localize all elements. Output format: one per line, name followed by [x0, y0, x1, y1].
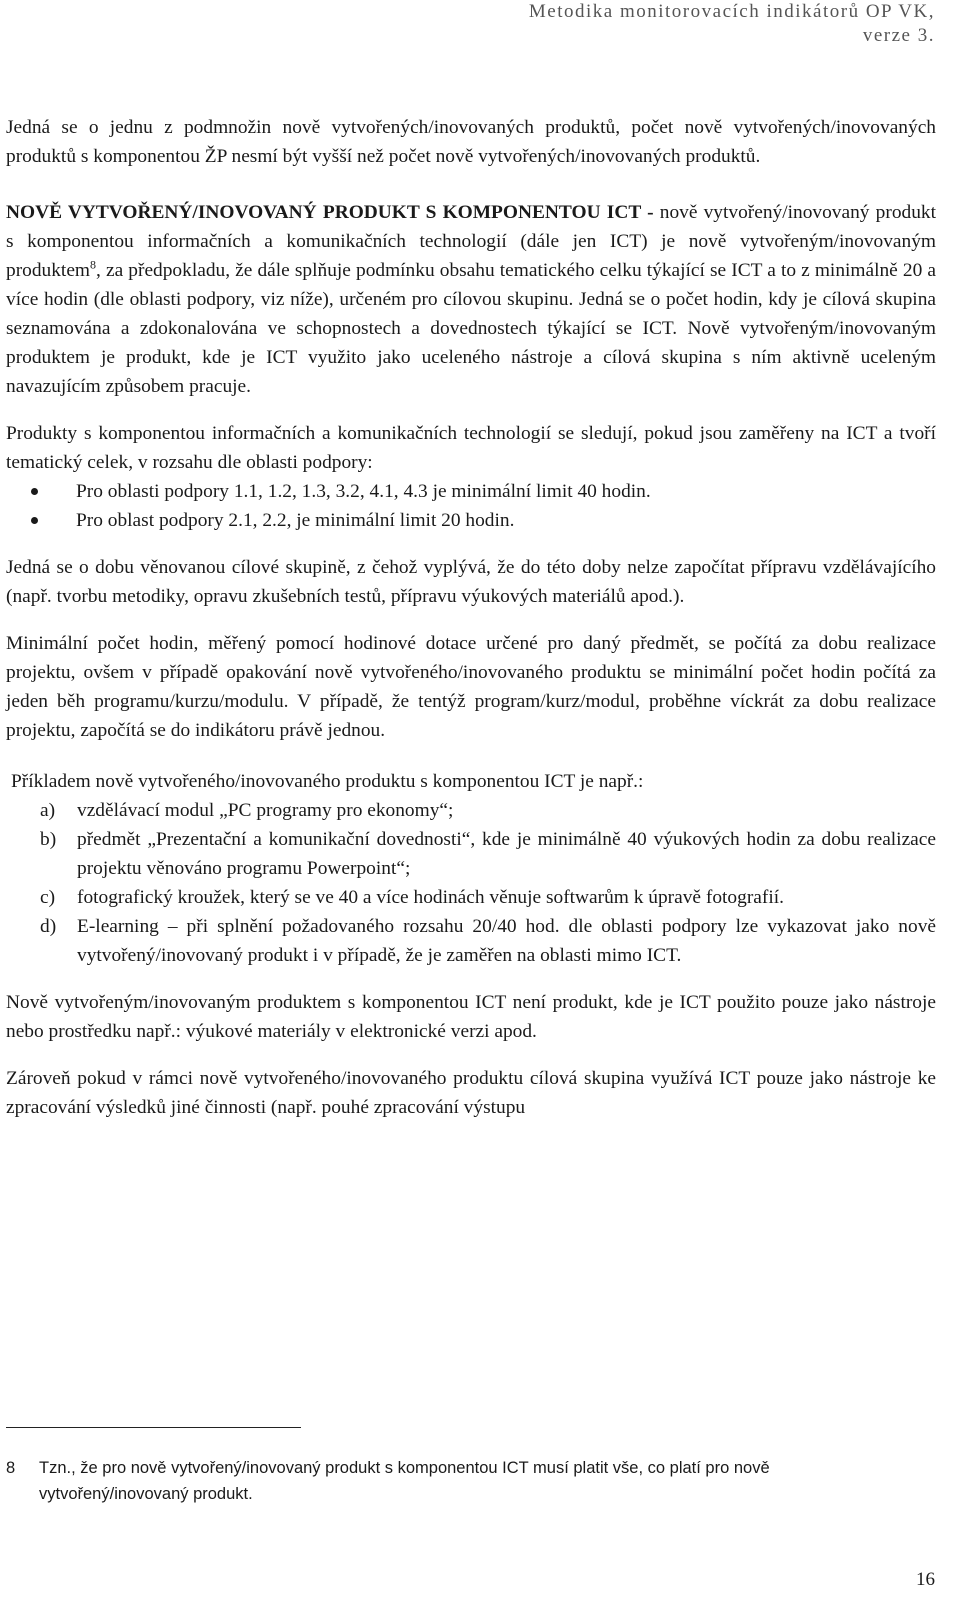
page-number: 16	[916, 1569, 935, 1590]
bullet-list-limits	[6, 477, 936, 535]
list-item-text: předmět „Prezentační a komunikační dovednosti“, kde je minimálně 40 výukových hodin za dobu realizace projektu věnováno programu Powerpoint“;	[77, 829, 936, 879]
running-header	[415, 0, 935, 48]
bullet-icon	[31, 517, 38, 524]
footnote-line-1	[6, 1455, 936, 1481]
paragraph-examples-intro: Příkladem nově vytvořeného/inovovaného produktu s komponentou ICT je např.:	[11, 771, 644, 792]
paragraph-time-note: Jedná se o dobu věnovanou cílové skupině, z čehož vyplývá, že do této doby nelze započítat přípravu vzdělávajícího (např. tvorbu metodiky, opravu zkušebních testů, přípravu výukových materiálů apod.).	[6, 557, 936, 607]
definition-term: NOVĚ VYTVOŘENÝ/INOVOVANÝ PRODUKT S KOMPONENTOU ICT -	[6, 202, 654, 223]
paragraph-not-ict: Nově vytvořeným/inovovaným produktem s komponentou ICT není produkt, kde je ICT použito pouze jako nástroje nebo prostředku např.: výukové materiály v elektronické verzi apod.	[6, 992, 936, 1042]
definition-text-b: , za předpokladu, že dále splňuje podmínku obsahu tematického celku týkající se ICT a to z minimálně 20 a více hodin (dle oblasti podpory, viz níže), určeném pro cílovou skupinu. Jedná se o počet hodin, kdy je cílová skupina seznamována a zdokonalována ve schopnostech a dovednostech týkající se ICT. Nově vytvořeným/inovovaným produktem je produkt, kde je ICT využito jako uceleného nástroje a cílová skupina s ním aktivně uceleným navazujícím způsobem pracuje.	[6, 260, 936, 397]
examples-list	[6, 796, 936, 970]
paragraph-minimum-hours: Minimální počet hodin, měřený pomocí hodinové dotace určené pro daný předmět, se počítá za dobu realizace projektu, ovšem v případě opakování nově vytvořeného/inovovaného produktu se minimální počet hodin počítá za jeden běh programu/kurzu/modulu. V případě, že tentýž program/kurz/modul, proběhne víckrát za dobu realizace projektu, započítá se do indikátoru právě jednou.	[6, 633, 936, 741]
list-item-text: Pro oblasti podpory 1.1, 1.2, 1.3, 3.2, 4.1, 4.3 je minimální limit 40 hodin.	[76, 481, 651, 502]
list-item-label: c)	[40, 887, 56, 908]
bullet-icon	[31, 488, 38, 495]
paragraph-ict-products: Produkty s komponentou informačních a komunikačních technologií se sledují, pokud jsou zaměřeny na ICT a tvoří tematický celek, v rozsahu dle oblasti podpory:	[6, 423, 936, 473]
list-item-text: fotografický kroužek, který se ve 40 a více hodinách věnuje softwarům k úpravě fotografií.	[77, 887, 784, 908]
list-item-label: b)	[40, 829, 57, 850]
list-item-text: E-learning – při splnění požadovaného rozsahu 20/40 hod. dle oblasti podpory lze vykazovat jako nově vytvořený/inovovaný produkt i v případě, že je zaměřen na oblasti mimo ICT.	[77, 916, 936, 966]
header-line-2: verze 3.	[862, 25, 935, 46]
list-item-label: a)	[40, 800, 56, 821]
footnote	[6, 1455, 936, 1507]
list-item	[6, 477, 936, 506]
footnote-number: 8	[6, 1459, 16, 1477]
body-text	[6, 113, 936, 1122]
paragraph-subset-note: Jedná se o jednu z podmnožin nově vytvořených/inovovaných produktů, počet nově vytvořených/inovovaných produktů s komponentou ŽP nesmí být vyšší než počet nově vytvořených/inovovaných produktů.	[6, 117, 936, 167]
list-item-text: vzdělávací modul „PC programy pro ekonomy“;	[77, 800, 454, 821]
footnote-text-1: Tzn., že pro nově vytvořený/inovovaný produkt s komponentou ICT musí platit vše, co platí pro nově	[39, 1459, 770, 1477]
paragraph-ict-definition	[6, 198, 936, 401]
list-item	[6, 825, 936, 883]
list-item	[6, 796, 936, 825]
footnote-reference: 8	[90, 257, 97, 272]
paragraph-processing-note: Zároveň pokud v rámci nově vytvořeného/inovovaného produktu cílová skupina využívá ICT pouze jako nástroje ke zpracování výsledků jiné činnosti (např. pouhé zpracování výstupu	[6, 1068, 936, 1118]
list-item	[6, 883, 936, 912]
list-item	[6, 912, 936, 970]
list-item-label: d)	[40, 916, 57, 937]
list-item-text: Pro oblast podpory 2.1, 2.2, je minimální limit 20 hodin.	[76, 510, 515, 531]
footnote-text-2: vytvořený/inovovaný produkt.	[39, 1485, 253, 1503]
header-line-1: Metodika monitorovacích indikátorů OP VK,	[528, 1, 935, 22]
footnote-divider	[6, 1427, 301, 1428]
list-item	[6, 506, 936, 535]
definition-text-a: nově vytvořený/inovovaný produkt s komponentou informačních a komunikačních technologií (dále jen ICT) je nově vytvořeným/inovovaným produktem	[6, 202, 936, 281]
